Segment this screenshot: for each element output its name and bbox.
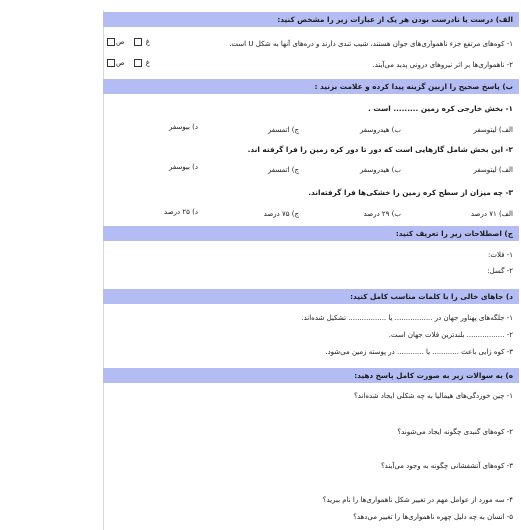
option-b3-c[interactable]: ج) ۷۵ درصد — [263, 210, 299, 218]
option-b2-c[interactable]: ج) اتمسفر — [267, 166, 299, 174]
checkbox-true-2[interactable] — [134, 59, 142, 67]
question-b-3: ۳- چه میزان از سطح کره زمین را خشکی‌ها فرا گرفته‌اند. — [308, 188, 513, 197]
section-a-item-2: ۲- ناهمواری‌ها بر اثر نیروهای درونی پدید می‌آیند. — [372, 61, 513, 69]
section-d-header: د) جاهای خالی را با کلمات مناسب کامل کنید: — [103, 289, 519, 304]
question-b-2: ۲- این بخش شامل گازهایی است که دور تا دور کره زمین را فرا گرفته اند. — [247, 145, 513, 154]
section-c-item-2: ۲- گسل: — [487, 267, 513, 275]
checkbox-false-2[interactable] — [107, 59, 115, 67]
option-b2-a[interactable]: الف) لیتوسفر — [473, 166, 513, 174]
true-false-choice-1 — [106, 38, 150, 46]
section-e-item-3: ۳- کوه‌های آتشفشانی چگونه به وجود می‌آیند؟ — [380, 462, 513, 470]
checkbox-true-1[interactable] — [134, 38, 142, 46]
section-e-item-2: ۲- کوه‌های گنبدی چگونه ایجاد می‌شوند؟ — [397, 428, 513, 436]
false-label: غ — [145, 59, 150, 67]
checkbox-false-1[interactable] — [107, 38, 115, 46]
true-label: ص — [116, 59, 125, 67]
option-b1-b[interactable]: ب) هیدروسفر — [359, 126, 401, 134]
section-c-item-1: ۱- فلات: — [488, 251, 513, 259]
section-a-item-1: ۱- کوه‌های مرتفع جزء ناهمواری‌های جوان هستند، شیب تندی دارند و دره‌های آنها به شکل U است. — [229, 40, 513, 48]
option-b2-b[interactable]: ب) هیدروسفر — [359, 166, 401, 174]
section-e-header: ه) به سوالات زیر به صورت کامل پاسخ دهید: — [103, 368, 519, 383]
section-e-item-4: ۴- سه مورد از عوامل مهم در تغییر شکل ناهمواری‌ها را نام ببرید؟ — [322, 496, 513, 504]
section-e-item-1: ۱- چین خوردگی‌های هیمالیا به چه شکلی ایجاد شده‌اند؟ — [354, 392, 513, 400]
option-b3-a[interactable]: الف) ۷۱ درصد — [470, 210, 513, 218]
section-a-header: الف) درست یا نادرست بودن هر یک از عبارات زیر را مشخص کنید: — [103, 12, 519, 27]
section-d-item-2: ۲- ................. بلندترین فلات جهان است. — [388, 331, 513, 339]
option-b1-d[interactable]: د) بیوسفر — [168, 123, 198, 131]
question-b-1: ۱- بخش خارجی کره زمین ......... است . — [368, 104, 513, 113]
section-b-header: ب) پاسخ صحیح را ازبین گزینه پیدا کرده و علامت بزنید : — [103, 79, 519, 94]
option-b3-d[interactable]: د) ۲۵ درصد — [164, 208, 198, 216]
option-b1-c[interactable]: ج) اتمسفر — [267, 126, 299, 134]
option-b2-d[interactable]: د) بیوسفر — [168, 163, 198, 171]
section-d-item-3: ۳- کوه زایی باعث ............ یا ............ در پوسته زمین می‌شود. — [325, 348, 513, 356]
option-b3-b[interactable]: ب) ۲۹ درصد — [363, 210, 401, 218]
false-label: غ — [145, 38, 150, 46]
section-d-item-1: ۱- جلگه‌های پهناور جهان در ................. یا ................. تشکیل شده‌اند. — [301, 314, 513, 322]
option-b1-a[interactable]: الف) لیتوسفر — [473, 126, 513, 134]
section-c-header: ج) اصطلاحات زیر را تعریف کنید: — [103, 226, 519, 241]
true-label: ص — [116, 38, 125, 46]
section-e-item-5: ۵- انسان به چه دلیل چهره ناهمواری‌ها را تغییر می‌دهد؟ — [353, 513, 513, 521]
true-false-choice-2 — [106, 59, 150, 67]
